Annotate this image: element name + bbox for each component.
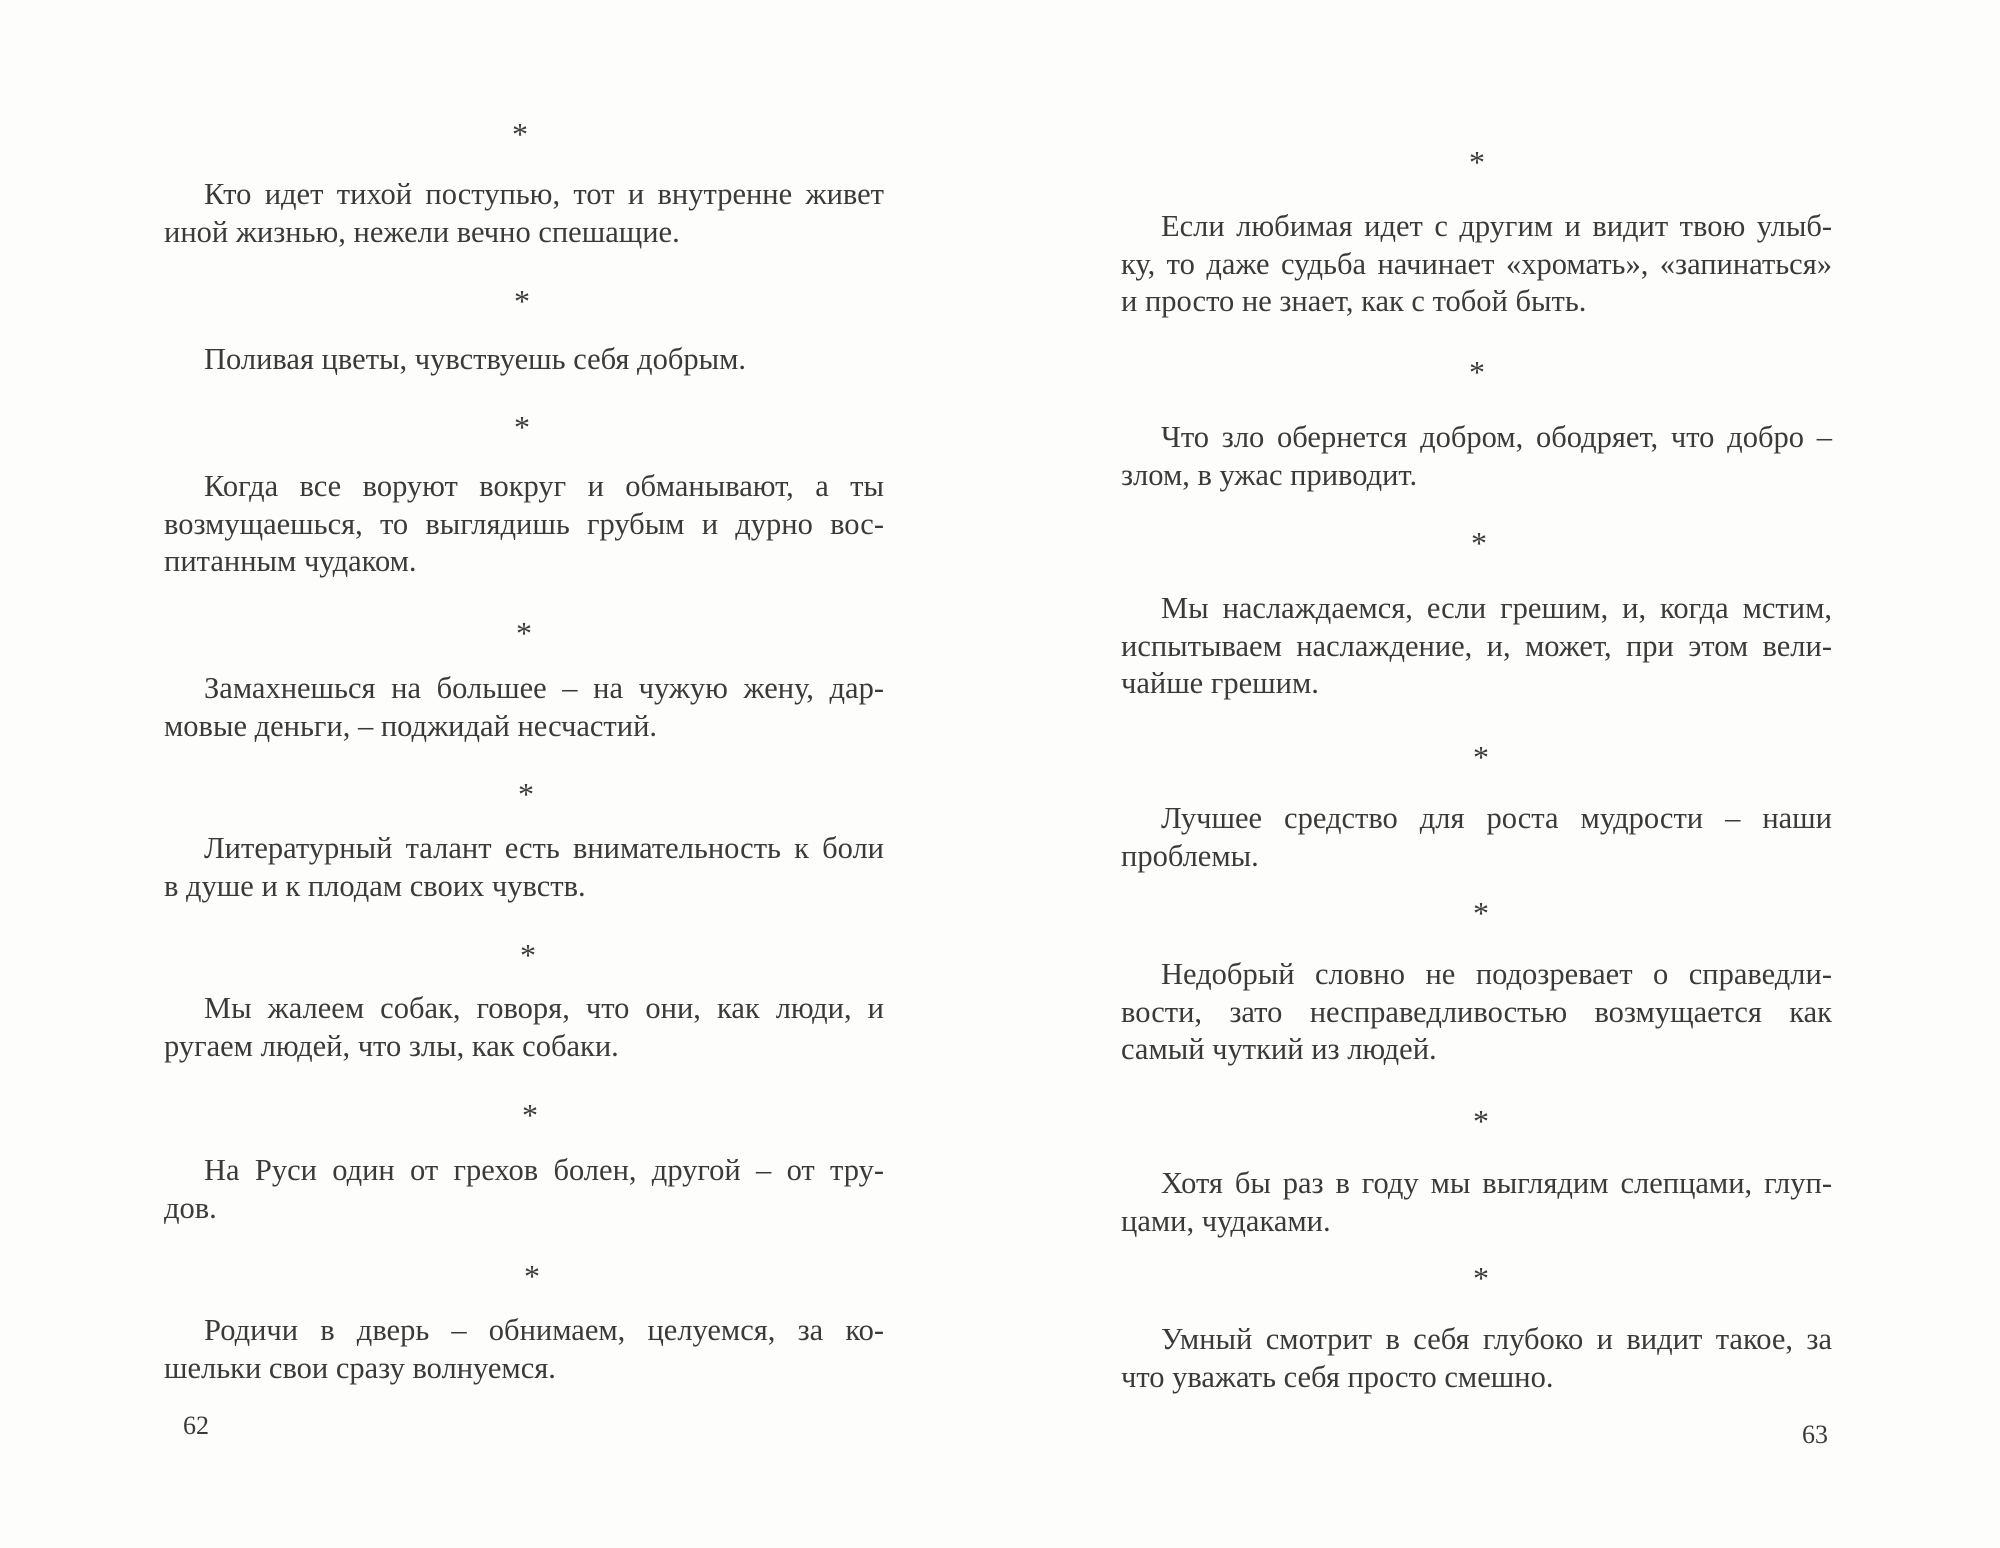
aphorism-paragraph — [1121, 1165, 1832, 1240]
separator-asterisk: * — [524, 1258, 540, 1294]
text-line: На Руси один от грехов болен, другой – от тру- — [204, 1153, 884, 1187]
aphorism-paragraph — [1121, 208, 1832, 321]
aphorism-paragraph — [1121, 1321, 1832, 1396]
text-line: что уважать себя просто смешно. — [1121, 1359, 1554, 1394]
text-line: испытываем наслаждение, и, может, при этом вели- — [1121, 628, 1832, 663]
separator-asterisk: * — [1473, 895, 1489, 931]
text-line: дов. — [164, 1190, 217, 1225]
aphorism-paragraph — [1121, 800, 1832, 875]
text-line: Замахнешься на большее – на чужую жену, дар- — [204, 671, 884, 705]
aphorism-paragraph — [1121, 419, 1832, 494]
aphorism-paragraph — [164, 176, 884, 251]
separator-asterisk: * — [516, 615, 532, 651]
separator-asterisk: * — [514, 283, 530, 319]
separator-asterisk: * — [518, 776, 534, 812]
separator-asterisk: * — [522, 1097, 538, 1133]
text-line: Мы жалеем собак, говоря, что они, как люди, и — [204, 991, 884, 1025]
text-line: Литературный талант есть внимательность к боли — [204, 831, 884, 865]
text-line: вости, зато несправедливостью возмущается как — [1121, 994, 1832, 1029]
aphorism-paragraph — [164, 830, 884, 905]
text-line: мовые деньги, – поджидай несчастий. — [164, 708, 658, 743]
text-line: иной жизнью, нежели вечно спешащие. — [164, 214, 680, 249]
text-line: Родичи в дверь – обнимаем, целуемся, за ко- — [204, 1313, 884, 1347]
aphorism-paragraph — [1121, 590, 1832, 703]
text-line: Кто идет тихой поступью, тот и внутренне живет — [204, 177, 884, 211]
aphorism-paragraph — [1121, 956, 1832, 1069]
text-line: Поливая цветы, чувствуешь себя добрым. — [204, 342, 747, 376]
text-line: самый чуткий из людей. — [1121, 1032, 1437, 1066]
separator-asterisk: * — [1473, 1103, 1489, 1139]
text-line: проблемы. — [1121, 838, 1259, 873]
text-line: Мы наслаждаемся, если грешим, и, когда мстим, — [1161, 591, 1832, 625]
aphorism-paragraph — [164, 670, 884, 745]
text-line: ку, то даже судьба начинает «хромать», «запинаться» — [1121, 246, 1832, 281]
text-line: питанным чудаком. — [164, 544, 417, 578]
separator-asterisk: * — [512, 116, 528, 152]
text-line: чайше грешим. — [1121, 666, 1319, 700]
text-line: Лучшее средство для роста мудрости – наши — [1161, 801, 1832, 835]
separator-asterisk: * — [1469, 354, 1485, 390]
text-line: Умный смотрит в себя глубоко и видит такое, за — [1161, 1322, 1832, 1356]
aphorism-paragraph — [164, 990, 884, 1065]
text-line: Что зло обернется добром, ободряет, что добро – — [1161, 420, 1832, 454]
separator-asterisk: * — [520, 937, 536, 973]
text-line: в душе и к плодам своих чувств. — [164, 868, 586, 903]
aphorism-paragraph — [164, 341, 884, 379]
right-page — [1000, 0, 2000, 1548]
aphorism-paragraph — [164, 1312, 884, 1387]
separator-asterisk: * — [1473, 739, 1489, 775]
page-number: 62 — [183, 1411, 209, 1440]
separator-asterisk: * — [514, 409, 530, 445]
text-line: и просто не знает, как с тобой быть. — [1121, 284, 1587, 318]
text-line: Хотя бы раз в году мы выглядим слепцами, глуп- — [1161, 1166, 1832, 1200]
separator-asterisk: * — [1469, 144, 1485, 180]
text-line: возмущаешься, то выглядишь грубым и дурно вос- — [164, 506, 884, 541]
text-line: ругаем людей, что злы, как собаки. — [164, 1028, 619, 1063]
page-number: 63 — [1802, 1420, 1828, 1449]
text-line: шельки свои сразу волнуемся. — [164, 1350, 556, 1385]
text-line: Если любимая идет с другим и видит твою улыб- — [1161, 209, 1832, 243]
text-line: Недобрый словно не подозревает о справедли- — [1161, 957, 1832, 991]
separator-asterisk: * — [1471, 525, 1487, 561]
aphorism-paragraph — [164, 468, 884, 581]
separator-asterisk: * — [1473, 1260, 1489, 1296]
text-line: Когда все воруют вокруг и обманывают, а ты — [204, 469, 884, 503]
aphorism-paragraph — [164, 1152, 884, 1227]
text-line: цами, чудаками. — [1121, 1203, 1331, 1238]
text-line: злом, в ужас приводит. — [1121, 457, 1418, 492]
